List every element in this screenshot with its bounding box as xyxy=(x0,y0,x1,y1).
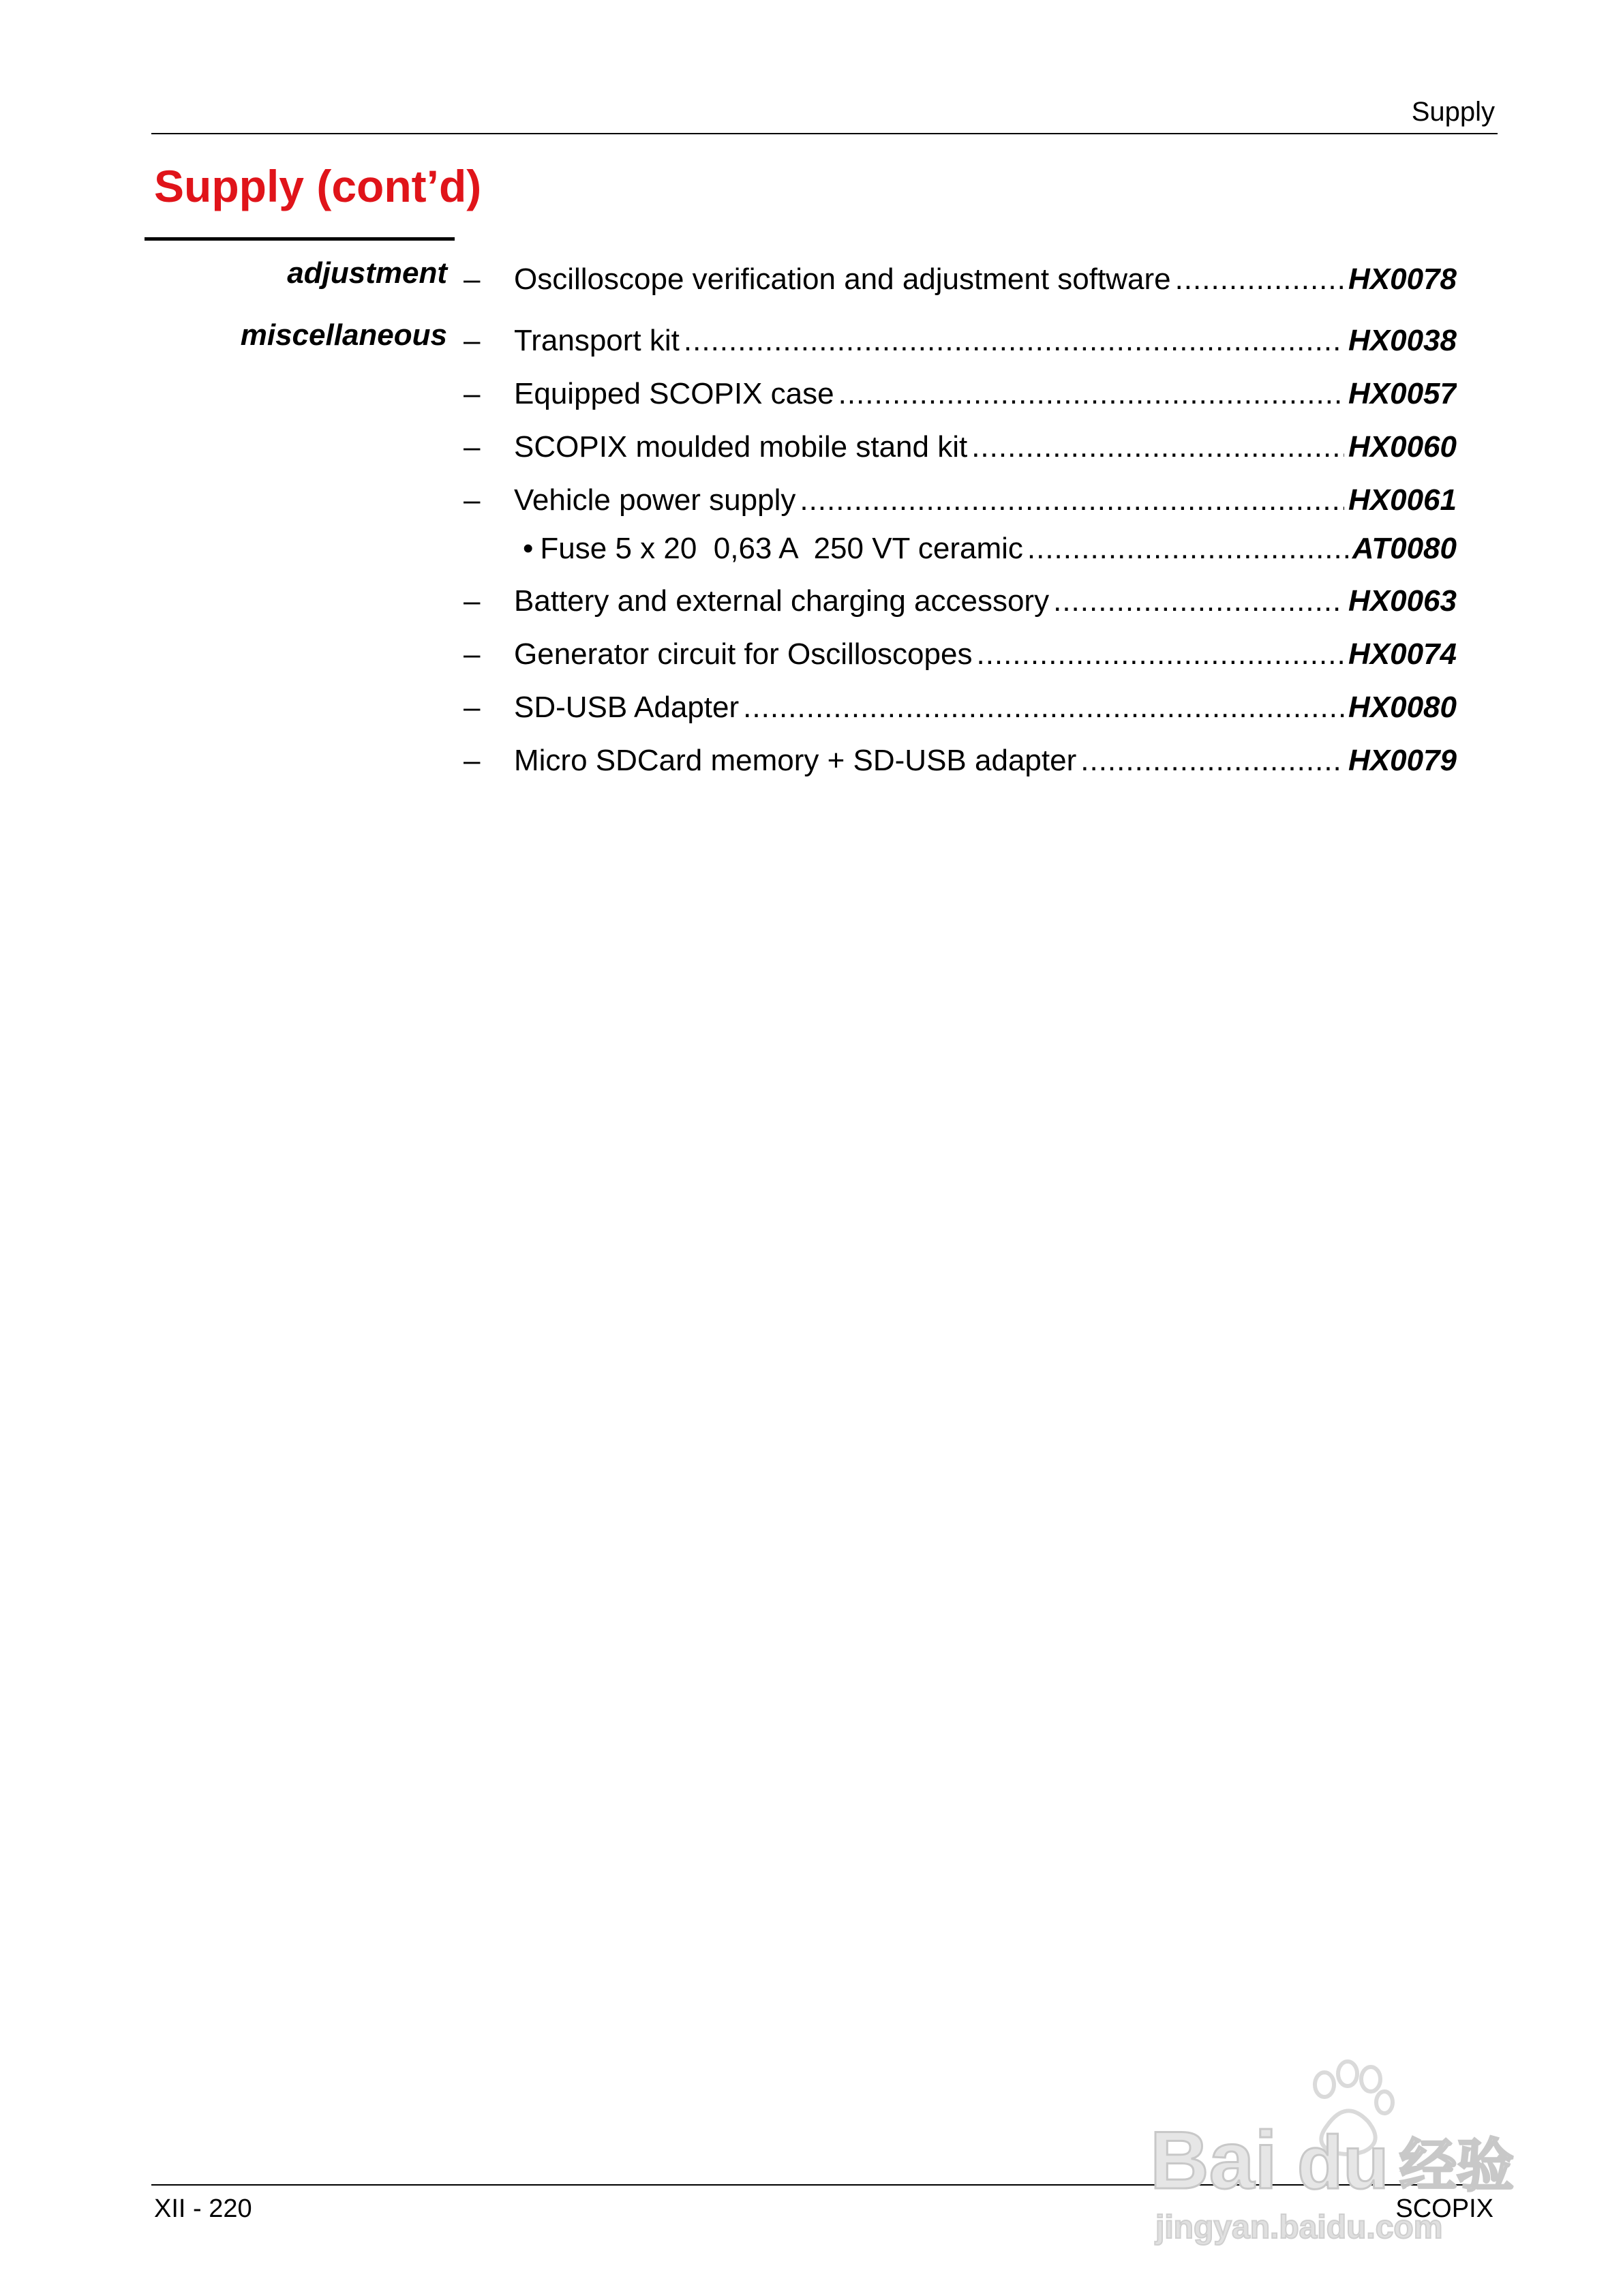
item-code: HX0079 xyxy=(1348,744,1457,777)
dot-leader xyxy=(1080,741,1344,781)
product-name: SCOPIX xyxy=(1395,2194,1493,2223)
list-item xyxy=(0,374,1623,414)
list-item xyxy=(0,260,1623,299)
item-label: Vehicle power supply xyxy=(514,483,796,517)
group-label-miscellaneous: miscellaneous xyxy=(240,318,447,352)
list-item xyxy=(0,688,1623,727)
list-item xyxy=(0,321,1623,361)
item-label: Generator circuit for Oscilloscopes xyxy=(514,637,973,671)
dash-marker: – xyxy=(464,430,481,464)
running-header: Supply xyxy=(1411,97,1495,127)
section-title: Supply (cont’d) xyxy=(154,161,482,211)
page-number: XII - 220 xyxy=(154,2194,252,2223)
item-code: HX0080 xyxy=(1348,691,1457,724)
list-item xyxy=(0,427,1623,467)
item-label: Micro SDCard memory + SD-USB adapter xyxy=(514,744,1077,777)
dot-leader xyxy=(1053,581,1344,621)
list-item xyxy=(0,635,1623,674)
item-code: HX0078 xyxy=(1348,262,1457,296)
list-sub-item xyxy=(0,529,1623,569)
item-code: HX0038 xyxy=(1348,324,1457,357)
item-label: Transport kit xyxy=(514,324,680,357)
svg-text:jingyan.baidu.com: jingyan.baidu.com xyxy=(1155,2209,1443,2246)
dot-leader xyxy=(838,374,1344,414)
dash-marker: – xyxy=(464,637,481,671)
list-item xyxy=(0,741,1623,781)
item-code: HX0063 xyxy=(1348,584,1457,618)
dash-marker: – xyxy=(464,584,481,618)
dash-marker: – xyxy=(464,483,481,517)
list-item xyxy=(0,581,1623,621)
dash-marker: – xyxy=(464,744,481,777)
svg-text:经验: 经验 xyxy=(1399,2134,1515,2198)
baidu-jingyan-watermark-logo xyxy=(1149,2044,1530,2248)
item-label: Equipped SCOPIX case xyxy=(514,377,834,410)
dot-leader xyxy=(976,635,1344,674)
item-code: HX0057 xyxy=(1348,377,1457,410)
dash-marker: – xyxy=(464,324,481,357)
item-code: HX0061 xyxy=(1348,483,1457,517)
dash-marker: – xyxy=(464,377,481,410)
item-code: AT0080 xyxy=(1352,532,1457,565)
item-code: HX0060 xyxy=(1348,430,1457,464)
item-label: Fuse 5 x 20 0,63 A 250 VT ceramic xyxy=(540,532,1023,565)
list-item xyxy=(0,481,1623,520)
bullet-marker: • xyxy=(523,532,534,565)
title-underline xyxy=(145,237,455,241)
group-label-adjustment: adjustment xyxy=(287,256,447,290)
item-code: HX0074 xyxy=(1348,637,1457,671)
svg-text:du: du xyxy=(1297,2121,1389,2205)
dot-leader xyxy=(971,427,1344,467)
item-label: SD-USB Adapter xyxy=(514,691,740,724)
dash-marker: – xyxy=(464,262,481,296)
dot-leader xyxy=(684,321,1344,361)
dot-leader xyxy=(1027,529,1348,569)
svg-text:Bai: Bai xyxy=(1150,2115,1277,2206)
header-rule xyxy=(151,133,1498,134)
item-label: Oscilloscope verification and adjustment software xyxy=(514,262,1171,296)
dash-marker: – xyxy=(464,691,481,724)
dot-leader xyxy=(1175,260,1344,299)
item-label: Battery and external charging accessory xyxy=(514,584,1050,618)
item-label: SCOPIX moulded mobile stand kit xyxy=(514,430,968,464)
dot-leader xyxy=(743,688,1344,727)
dot-leader xyxy=(800,481,1344,520)
